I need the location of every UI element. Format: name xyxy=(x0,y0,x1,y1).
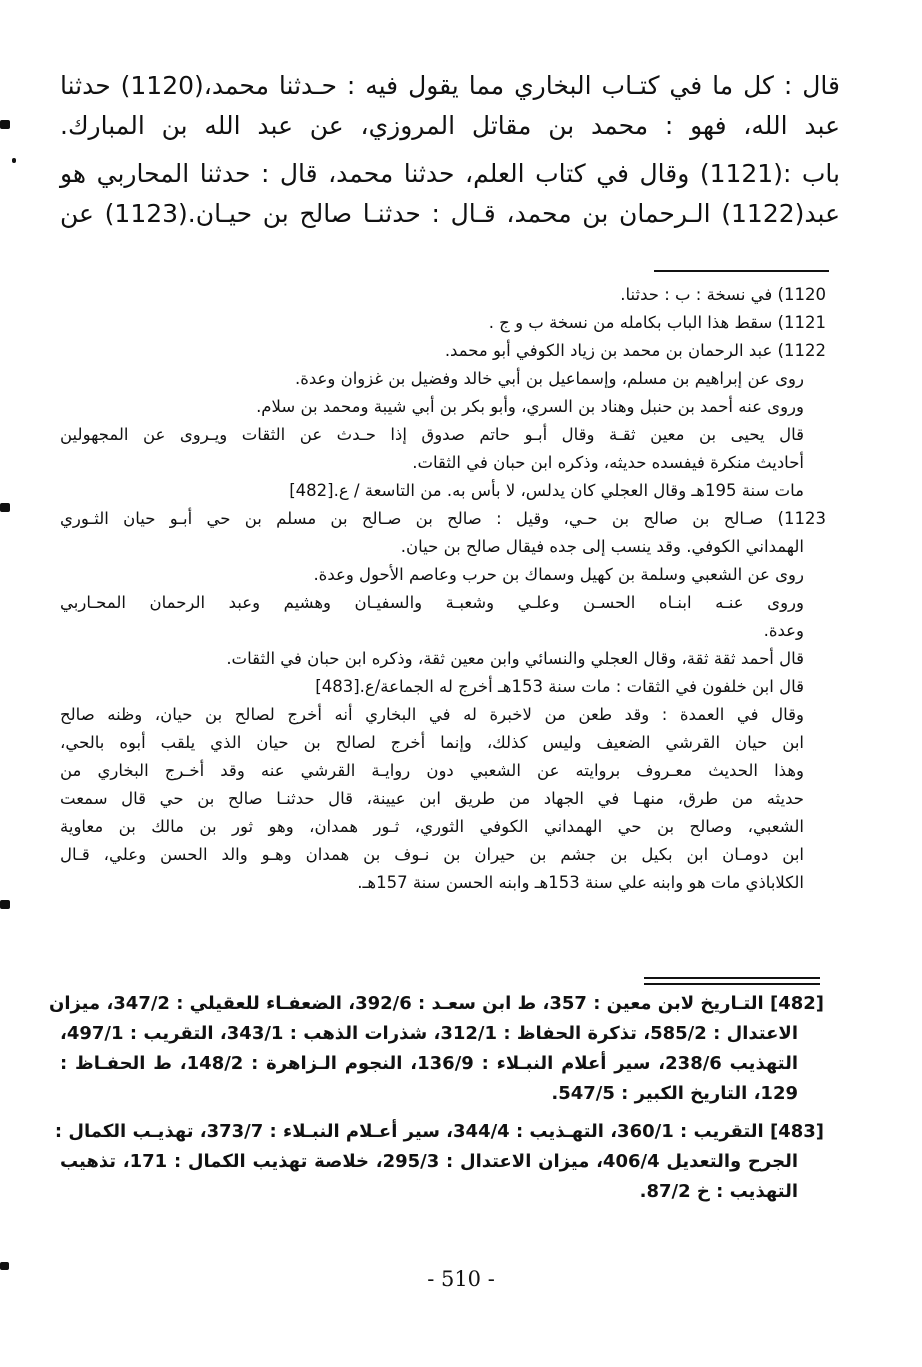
footnote-line: مات سنة 195هـ وقال العجلي كان يدلس، لا بأس به. من التاسعة / ع.[482] xyxy=(289,481,804,500)
footnote-line: روى عن إبراهيم بن مسلم، وإسماعيل بن أبي خالد وفضيل بن غزوان وعدة. xyxy=(294,369,804,388)
footnote-line: قال ابن خلفون في الثقات : مات سنة 153هـ أخرج له الجماعة/ع.[483] xyxy=(315,677,804,696)
reference-line: [483] التقريب : 360/1، التهـذيب : 344/4، سير أعـلام النبـلاء : 373/7، تهذيـب الكمال : xyxy=(54,1121,824,1142)
footnote-line: وروى عنـه ابنـاه الحسـن وعلـي وشعبـة والسفيـان وهشيم وعبد الرحمان المحـاربي xyxy=(60,593,804,612)
scan-mark xyxy=(0,503,10,512)
reference-line: 129، التاريخ الكبير : 547/5. xyxy=(551,1083,798,1104)
footnote-line: وهذا الحديث معـروف بروايته عن الشعبي دون روايـة القرشي عنه وقد أخـرج البخاري من xyxy=(60,761,804,780)
footnote-line: 1121) سقط هذا الباب بكامله من نسخة ب و ج . xyxy=(488,313,826,332)
references xyxy=(48,990,824,1208)
reference-line: التهذيب : خ 87/2. xyxy=(639,1181,798,1202)
reference-line: [482] التـاريخ لابن معين : 357، ط ابن سعـد : 392/6، الضعفـاء للعقيلي : 347/2، ميزان xyxy=(48,993,824,1014)
page-number: - 510 - xyxy=(427,1267,495,1291)
footnote-line: حديثه من طرق، منهـا في الجهاد من طريق ابن عيينة، قال حدثنـا صالح بن حي قال سمعت xyxy=(60,789,804,808)
scan-mark xyxy=(12,158,16,163)
footnotes xyxy=(60,282,826,898)
footnote-line: روى عن الشعبي وسلمة بن كهيل وسماك بن حرب وعاصم الأحول وعدة. xyxy=(313,565,804,584)
reference-line: الاعتدال : 585/2، تذكرة الحفاظ : 312/1، شذرات الذهب : 343/1، التقريب : 497/1، xyxy=(60,1023,799,1044)
footnote-line: الهمداني الكوفي. وقد ينسب إلى جده فيقال صالح بن حيان. xyxy=(400,537,804,556)
footnote-line: قال يحيى بن معين ثقـة وقال أبـو حاتم صدوق إذا حـدث عن الثقات ويـروى عن المجهولين xyxy=(60,425,804,444)
footnote-line: 1122) عبد الرحمان بن محمد بن زياد الكوفي أبو محمد. xyxy=(444,341,826,360)
footnote-line: وعدة. xyxy=(763,621,804,640)
main-text-line: عبد الله، فهو : محمد بن مقاتل المروزي، عن عبد الله بن المبارك. xyxy=(60,111,840,140)
reference-line: الجرح والتعديل 406/4، ميزان الاعتدال : 295/3، خلاصة تهذيب الكمال : 171، تذهيب xyxy=(60,1151,798,1172)
footnote-line: الكلاباذي مات هو وابنه علي سنة 153هـ وابنه الحسن سنة 157هـ. xyxy=(357,873,804,892)
footnote-separator xyxy=(654,270,829,272)
scan-mark xyxy=(0,900,10,909)
footnote-line: ابن دومـان ابن بكيل بن جشم بن حيران بن نـوف بن همدان وهـو والد الحسن وعلي، قـال xyxy=(60,845,804,864)
footnote-line: أحاديث منكرة فيفسده حديثه، وذكره ابن حبان في الثقات. xyxy=(412,453,804,472)
main-text-line: قال : كل ما في كتـاب البخاري مما يقول فيه : حـدثنا محمد،(1120) حدثنا xyxy=(60,71,840,100)
footnote-line: وروى عنه أحمد بن حنبل وهناد بن السري، وأبو بكر بن أبي شيبة ومحمد بن سلام. xyxy=(256,397,804,416)
footnote-line: 1123) صـالح بن صالح بن حـي، وقيل : صالح بن صـالح بن مسلم بن حي أبـو حيان الثـوري xyxy=(60,509,826,528)
footnote-line: الشعبي، وصالح بن حي الهمداني الكوفي الثوري، ثـور همدان، وهو ثور بن مالك بن معاوية xyxy=(60,817,804,836)
main-text-line: عبد(1122) الـرحمان بن محمد، قـال : حدثنـا صالح بن حيـان.(1123) عن xyxy=(60,199,840,228)
footnote-line: ابن حيان القرشي الضعيف وليس كذلك، وإنما أخرج لصالح بن حيان الذي يلقب أبوه بالحي، xyxy=(60,733,804,752)
scan-mark xyxy=(0,1262,9,1270)
footnote-line: 1120) في نسخة : ب : حدثنا. xyxy=(620,285,826,304)
main-text-line: باب :(1121) وقال في كتاب العلم، حدثنا محمد، قال : حدثنا المحاربي هو xyxy=(60,159,840,188)
footnote-line: قال أحمد ثقة ثقة، وقال العجلي والنسائي وابن معين ثقة، وذكره ابن حبان في الثقات. xyxy=(226,649,804,668)
main-text xyxy=(60,68,840,236)
reference-line: التهذيب 238/6، سير أعلام النبـلاء : 136/9، النجوم الـزاهرة : 148/2، ط الحفـاظ : xyxy=(60,1053,798,1074)
footnote-line: وقال في العمدة : وقد طعن من لاخبرة له في البخاري أنه أخرج لصالح بن حيان، وظنه صالح xyxy=(60,705,804,724)
scan-mark xyxy=(0,120,10,129)
references-separator xyxy=(644,977,820,985)
